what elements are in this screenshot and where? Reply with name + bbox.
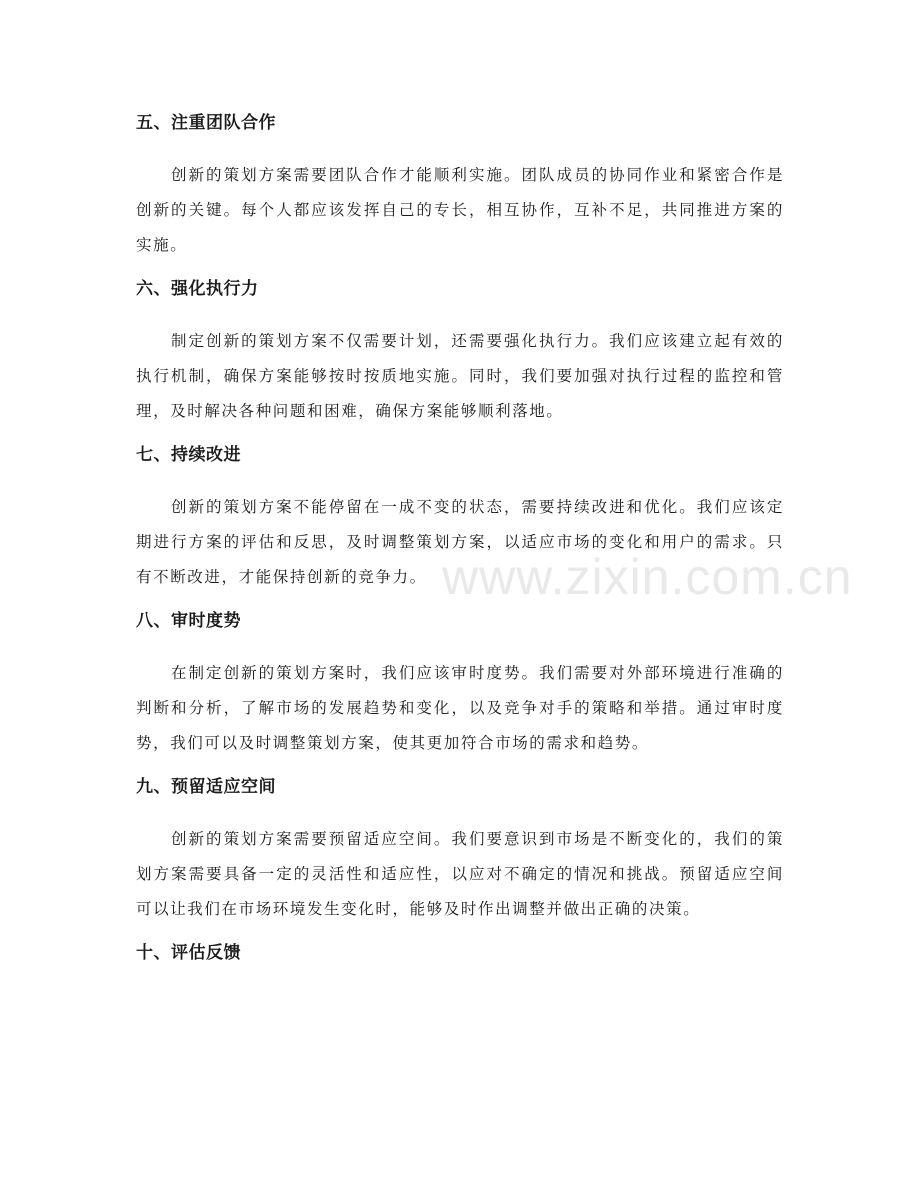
watermark: www.zixin.com.cn (442, 549, 853, 605)
section-team-cooperation (136, 111, 784, 263)
section-adaptive-space (136, 775, 784, 927)
section-paragraph: 制定创新的策划方案不仅需要计划，还需要强化执行力。我们应该建立起有效的执行机制，确保方案能够按时按质地实施。同时，我们要加强对执行过程的监控和管理，及时解决各种问题和困难，确保方案能够顺利落地。 (136, 332, 784, 420)
section-paragraph: 创新的策划方案不能停留在一成不变的状态，需要持续改进和优化。我们应该定期进行方案的评估和反思，及时调整策划方案，以适应市场的变化和用户的需求。只有不断改进，才能保持创新的竞争力。 (136, 498, 784, 586)
document-body (136, 100, 784, 965)
section-paragraph: 创新的策划方案需要团队合作才能顺利实施。团队成员的协同作业和紧密合作是创新的关键。每个人都应该发挥自己的专长，相互协作，互补不足，共同推进方案的实施。 (136, 166, 784, 254)
section-assess-situation (136, 609, 784, 761)
section-heading: 八、审时度势 (136, 611, 241, 631)
section-continuous-improvement (136, 443, 784, 595)
section-heading: 七、持续改进 (136, 445, 241, 465)
section-heading: 五、注重团队合作 (136, 113, 276, 133)
section-execution (136, 277, 784, 429)
section-paragraph: 在制定创新的策划方案时，我们应该审时度势。我们需要对外部环境进行准确的判断和分析，了解市场的发展趋势和变化，以及竞争对手的策略和举措。通过审时度势，我们可以及时调整策划方案，使其更加符合市场的需求和趋势。 (136, 664, 784, 752)
section-evaluation-feedback (136, 941, 784, 965)
section-paragraph: 创新的策划方案需要预留适应空间。我们要意识到市场是不断变化的，我们的策划方案需要具备一定的灵活性和适应性，以应对不确定的情况和挑战。预留适应空间可以让我们在市场环境发生变化时，能够及时作出调整并做出正确的决策。 (136, 830, 784, 918)
section-heading: 十、评估反馈 (136, 943, 241, 963)
section-heading: 六、强化执行力 (136, 279, 259, 299)
section-heading: 九、预留适应空间 (136, 777, 276, 797)
